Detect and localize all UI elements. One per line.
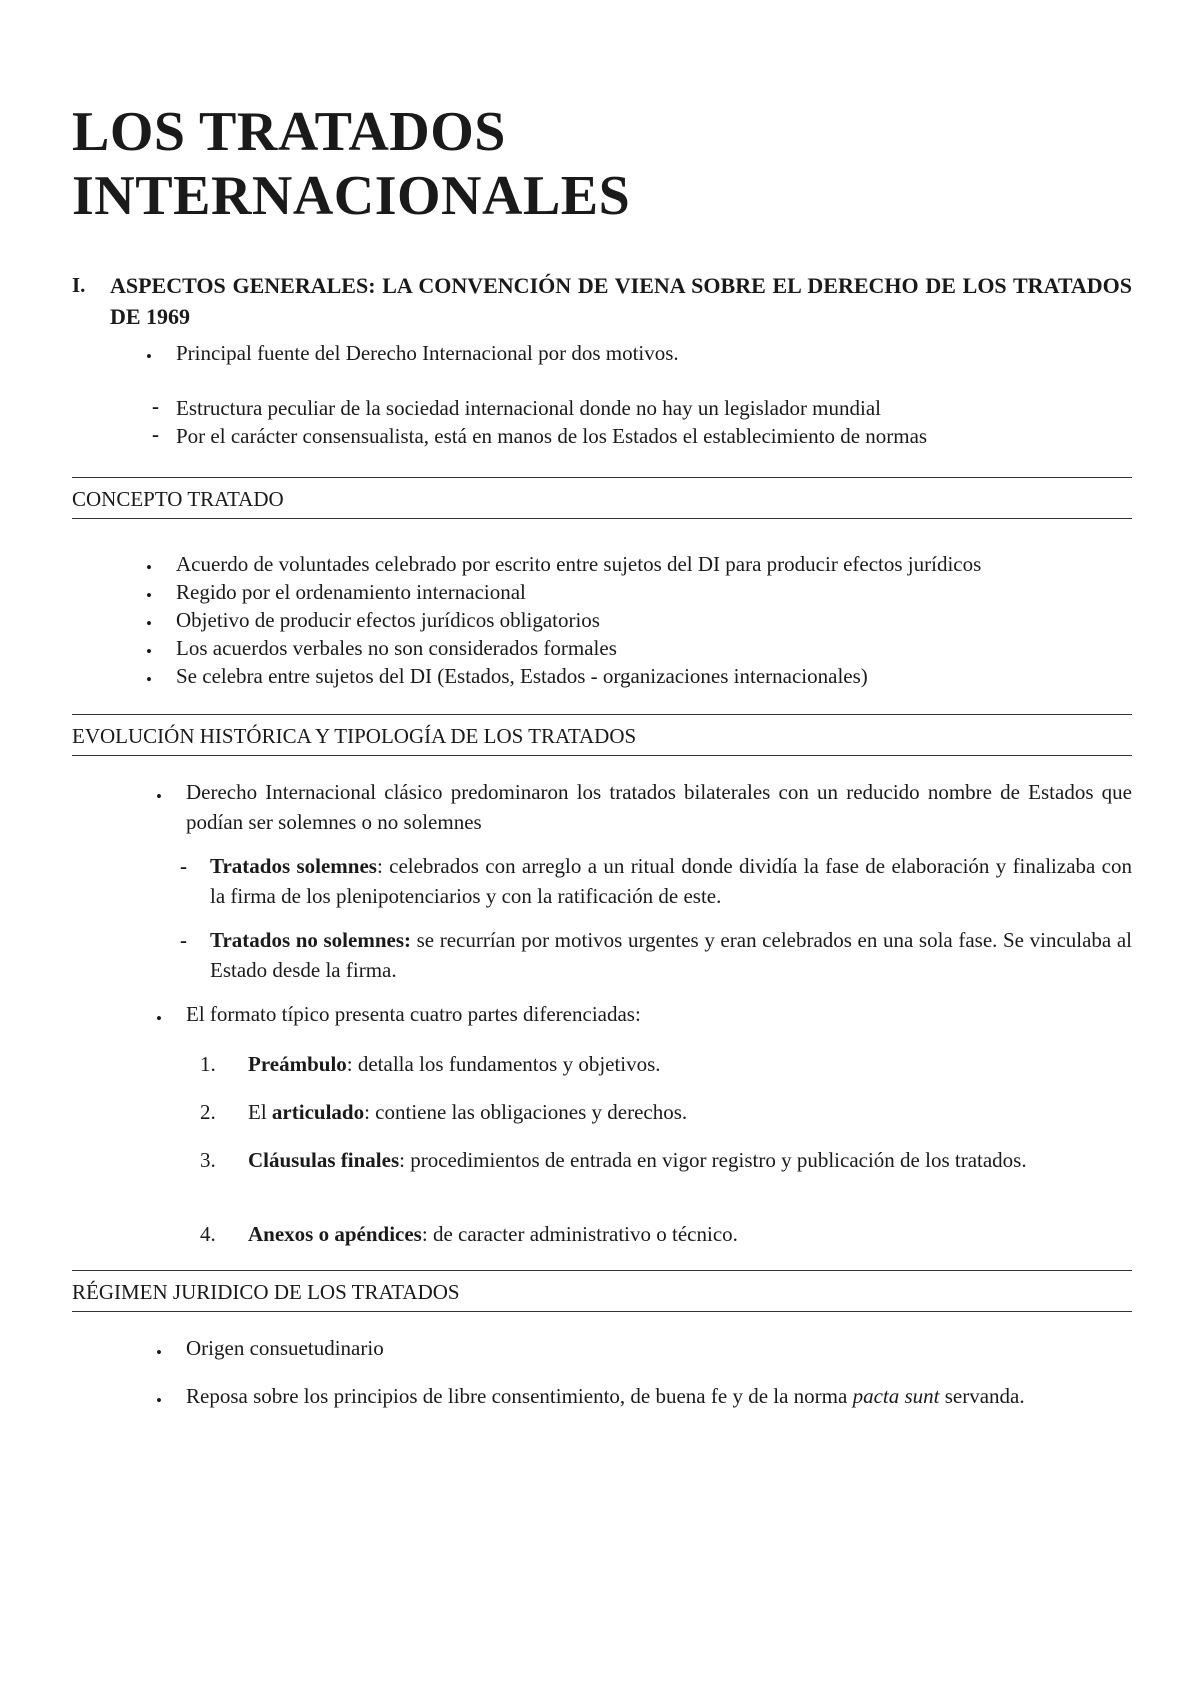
list-item: Objetivo de producir efectos jurídicos obligatorios [176,608,600,632]
term-text: : detalla los fundamentos y objetivos. [346,1052,661,1076]
term-text: se recurrían por motivos urgentes y eran celebrados en una sola fase. Se vinculaba al Estado desde la firma. [210,928,1133,982]
term-text: : de caracter administrativo o técnico. [421,1222,738,1246]
bullet-icon: • [146,558,152,577]
list-item: Derecho Internacional clásico predominaron los tratados bilaterales con un reducido nombre de Estados que podían ser solemnes o no solemnes [186,780,1132,834]
numbered-item [248,1097,1132,1127]
dash-icon: - [152,394,159,418]
list-item: Acuerdo de voluntades celebrado por escrito entre sujetos del DI para producir efectos jurídicos [176,552,982,576]
divider [72,518,1132,519]
document-title [72,100,1072,228]
list-item [186,1381,1132,1411]
item-prefix: El [248,1100,272,1124]
term-text: : contiene las obligaciones y derechos. [364,1100,688,1124]
list-item: Origen consuetudinario [186,1336,384,1360]
list-item: Se celebra entre sujetos del DI (Estados, Estados - organizaciones internacionales) [176,664,868,688]
term-bold: Tratados solemnes [210,854,377,878]
term-bold: articulado [271,1100,365,1124]
bullet-icon: • [146,586,152,605]
term-bold: Cláusulas finales [248,1148,400,1172]
title-line-1: LOS TRATADOS [72,101,506,163]
numbered-item [248,1219,1132,1249]
term-bold: Preámbulo [248,1052,347,1076]
item-text: Reposa sobre los principios de libre consentimiento, de buena fe y de la norma [186,1384,853,1408]
divider [72,477,1132,478]
list-item: Los acuerdos verbales no son considerados formales [176,636,617,660]
bullet-icon: • [156,1343,162,1362]
list-item: Por el carácter consensualista, está en manos de los Estados el establecimiento de normas [176,424,928,448]
term-text: : procedimientos de entrada en vigor registro y publicación de los tratados. [399,1148,1027,1172]
divider [72,1311,1132,1312]
term-bold: Tratados no solemnes: [210,928,411,952]
divider [72,714,1132,715]
list-item: El formato típico presenta cuatro partes diferenciadas: [186,1002,641,1026]
bullet-icon: • [156,1009,162,1028]
bullet-icon: • [156,1391,162,1410]
latin-term: pacta sunt [852,1384,940,1408]
dash-icon: - [180,854,187,878]
list-number: 1. [200,1052,216,1076]
section-1-title: ASPECTOS GENERALES: LA CONVENCIÓN DE VIENA SOBRE EL DERECHO DE LOS TRATADOS DE 1969 [110,273,1132,329]
list-item: Estructura peculiar de la sociedad internacional donde no hay un legislador mundial [176,396,882,420]
bullet-icon: • [156,787,162,806]
list-item: Regido por el ordenamiento internacional [176,580,526,604]
list-item: Principal fuente del Derecho Internacional por dos motivos. [176,341,679,365]
title-line-2: INTERNACIONALES [72,165,631,227]
bullet-icon: • [146,614,152,633]
section-heading-evolucion: EVOLUCIÓN HISTÓRICA Y TIPOLOGÍA DE LOS TRATADOS [72,724,637,748]
dash-icon: - [152,422,159,446]
bullet-icon: • [146,642,152,661]
numbered-item [248,1145,1132,1175]
list-number: 4. [200,1222,216,1246]
section-1-number: I. [72,273,86,297]
list-item [210,925,1132,985]
divider [72,1270,1132,1271]
dash-icon: - [180,928,187,952]
term-text: : celebrados con arreglo a un ritual donde dividía la fase de elaboración y finalizaba con la firma de los plenipotenciarios y con la ratificación de este. [210,854,1133,908]
bullet-icon: • [146,347,152,366]
numbered-item [248,1049,1132,1079]
list-number: 3. [200,1148,216,1172]
term-bold: Anexos o apéndices [248,1222,422,1246]
list-item [210,851,1132,911]
item-text: servanda. [939,1384,1025,1408]
section-heading-regimen: RÉGIMEN JURIDICO DE LOS TRATADOS [72,1280,460,1304]
bullet-icon: • [146,670,152,689]
list-number: 2. [200,1100,216,1124]
section-heading-concepto: CONCEPTO TRATADO [72,487,284,511]
divider [72,755,1132,756]
